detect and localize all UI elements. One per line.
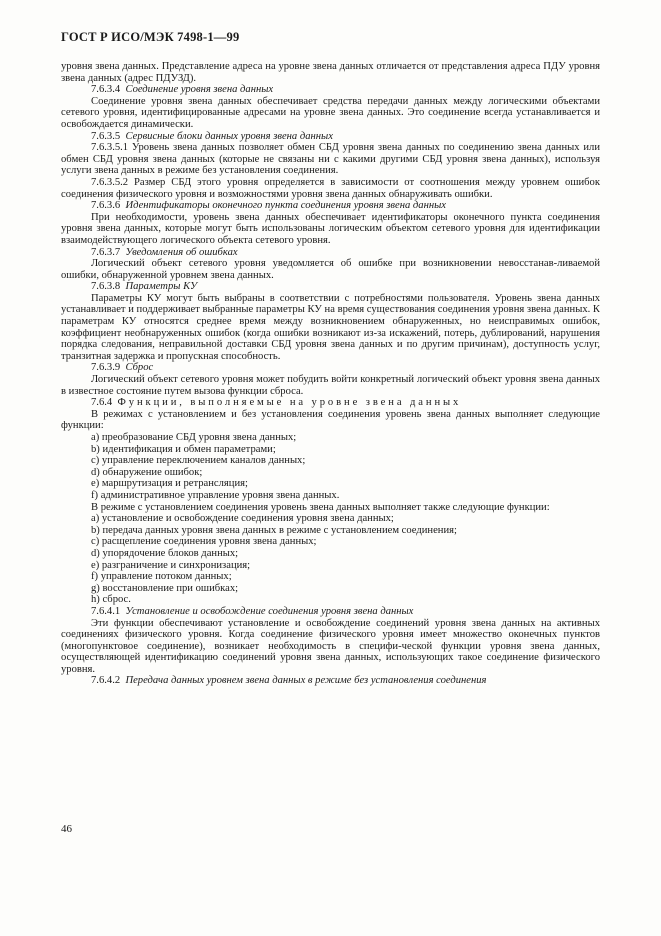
paragraph: Эти функции обеспечивают установление и освобождение соединений уровня звена данных на активных соединениях физического уровня. Когда соединение физического уровня имеет множество оконечных пунктов (многопунктовое соединение), возникает необходимость в специфи-ческой функции уровня звена данных, осуществляющей идентификацию соединений уровня звена данных, использующих такое соединение физического уровня. xyxy=(61,617,600,675)
document-page xyxy=(61,30,600,687)
list-item: h) сброс. xyxy=(91,594,131,606)
paragraph: Соединение уровня звена данных обеспечивает средства передачи данных между логическими объектами сетевого уровня, идентифицированные адресами на уровне звена данных. Это соединение всегда устанавливается и освобождается динамически. xyxy=(61,95,600,130)
function-list-2 xyxy=(61,513,600,606)
section-number: 7.6.3.9 xyxy=(91,362,121,374)
paragraph: Параметры КУ могут быть выбраны в соответствии с потребностями пользователя. Уровень звена данных устанавливает и поддерживает выбранные параметры КУ на время существования соединения уровня звена данных. К параметрам КУ относятся среднее время между возникновением обнаруженных, но неисправимых ошибок, коэффициент необнаруженных ошибок (когда ошибки возникают из-за искажений, потерь, дублирований, нарушения порядка следования, неправильной доставки СБД уровня звена данных и по другим причинам), доступность услуг, транзитная задержка и пропускная способность. xyxy=(61,292,600,362)
list-item: f) управление потоком данных; xyxy=(91,571,232,583)
paragraph: В режимах с установлением и без установления соединения уровень звена данных выполняет следующие функции: xyxy=(61,408,600,432)
section-heading-7-6-3-9 xyxy=(61,362,600,374)
list-item: e) маршрутизация и ретрансляция; xyxy=(91,478,248,490)
section-heading-7-6-3-4 xyxy=(61,84,600,96)
section-number: 7.6.3.8 xyxy=(91,281,121,293)
function-list-1 xyxy=(61,432,600,502)
section-number: 7.6.4 xyxy=(91,397,113,409)
section-heading-7-6-3-8 xyxy=(61,281,600,293)
section-title: Соединение уровня звена данных xyxy=(125,84,274,96)
section-title: Параметры КУ xyxy=(125,281,198,293)
document-body xyxy=(61,61,600,687)
list-item: b) идентификация и обмен параметрами; xyxy=(91,443,276,455)
list-item: c) управление переключением каналов данных; xyxy=(91,455,306,467)
section-title: Уведомления об ошибках xyxy=(125,246,238,258)
section-number: 7.6.3.4 xyxy=(91,84,121,96)
page-header: ГОСТ Р ИСО/МЭК 7498-1—99 xyxy=(61,30,240,44)
section-number: 7.6.4.2 xyxy=(91,675,121,687)
paragraph: уровня звена данных. Представление адреса на уровне звена данных отличается от представления адреса ПДУ уровня звена данных (адрес ПДУЗД). xyxy=(61,61,600,84)
section-number: 7.6.4.1 xyxy=(91,605,121,617)
page-number: 46 xyxy=(61,823,72,835)
paragraph: 7.6.3.5.1 Уровень звена данных позволяет обмен СБД уровня звена данных по соединению звена данных или обмен СБД уровня звена данных (которые не связаны ни с какими другими СБД уровня звена данных), используя услуги звена данных в режиме без установления соединения. xyxy=(61,142,600,177)
list-item: d) упорядочение блоков данных; xyxy=(91,547,239,559)
list-item: e) разграничение и синхронизация; xyxy=(91,559,251,571)
section-number: 7.6.3.5 xyxy=(91,130,121,142)
paragraph: 7.6.3.5.2 Размер СБД этого уровня определяется в зависимости от соотношения между уровнем ошибок соединения физического уровня и возможностями уровня звена данных обнаруживать ошибки. xyxy=(61,176,600,200)
section-heading-7-6-4 xyxy=(61,397,600,409)
section-title: Передача данных уровнем звена данных в режиме без установления соединения xyxy=(125,675,487,687)
paragraph: При необходимости, уровень звена данных обеспечивает идентификаторы оконечного пункта соединения уровня звена данных, которые могут быть использованы логическим объектом сетевого уровня для идентификации взаимодействующего логического объекта сетевого уровня. xyxy=(61,211,600,246)
section-heading-7-6-3-7 xyxy=(61,247,600,259)
section-heading-7-6-4-2 xyxy=(61,675,600,687)
list-item: b) передача данных уровня звена данных в режиме с установлением соединения; xyxy=(91,524,457,536)
section-title: Сброс xyxy=(125,362,154,374)
paragraph: Логический объект сетевого уровня уведомляется об ошибке при возникновении невосстанав-ливаемой ошибки, обнаруженной уровнем звена данных. xyxy=(61,258,600,281)
section-number: 7.6.3.6 xyxy=(91,200,121,212)
section-heading-7-6-3-5 xyxy=(61,131,600,143)
section-title: Установление и освобождение соединения уровня звена данных xyxy=(125,605,414,617)
section-title: Сервисные блоки данных уровня звена данных xyxy=(125,130,333,142)
list-item: g) восстановление при ошибках; xyxy=(91,582,239,594)
paragraph: Логический объект сетевого уровня может побудить войти конкретный логический объект уровня звена данных в известное состояние путем вызова функции сброса. xyxy=(61,374,600,397)
section-heading-7-6-4-1 xyxy=(61,606,600,618)
list-item: d) обнаружение ошибок; xyxy=(91,466,203,478)
section-title: Функции, выполняемые на уровне звена данных xyxy=(117,397,462,409)
paragraph: В режиме с установлением соединения уровень звена данных выполняет также следующие функции: xyxy=(91,501,550,513)
list-item: a) установление и освобождение соединения уровня звена данных; xyxy=(91,513,394,525)
list-item: f) административное управление уровня звена данных. xyxy=(91,489,340,501)
list-item: a) преобразование СБД уровня звена данных; xyxy=(91,432,297,443)
section-heading-7-6-3-6 xyxy=(61,200,600,212)
list-item: c) расщепление соединения уровня звена данных; xyxy=(91,536,317,548)
section-number: 7.6.3.7 xyxy=(91,246,121,258)
section-title: Идентификаторы оконечного пункта соединения уровня звена данных xyxy=(125,200,446,212)
